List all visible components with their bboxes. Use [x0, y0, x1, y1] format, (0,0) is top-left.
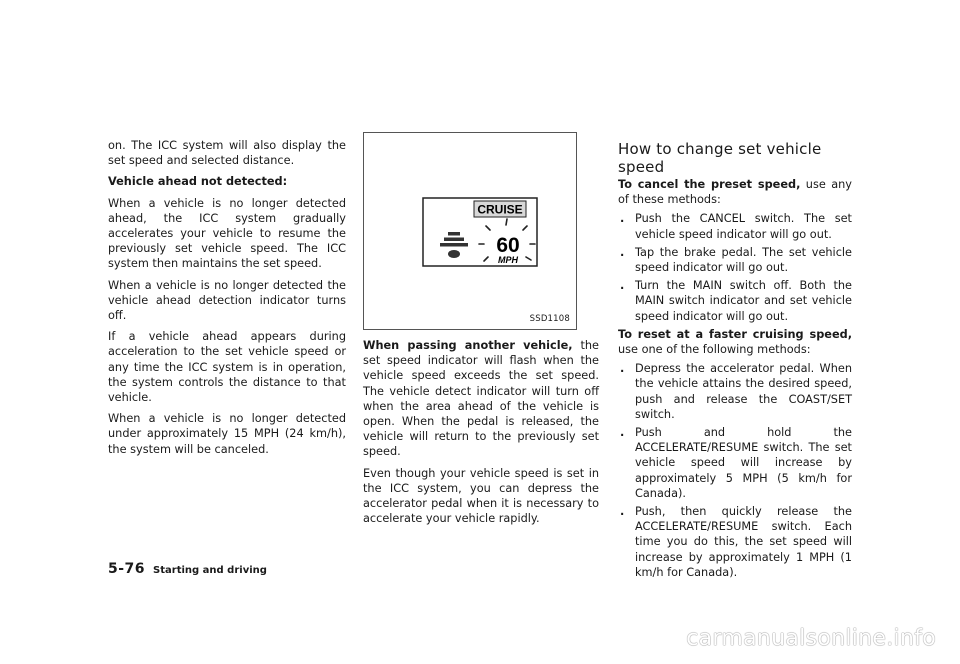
- set-speed-value: 60: [496, 234, 520, 257]
- page-number: 5-76: [108, 561, 146, 577]
- lead-in: When passing another vehicle,: [363, 339, 573, 352]
- cruise-display-illustration: [364, 133, 576, 329]
- figure-box: [363, 132, 577, 330]
- paragraph: [363, 338, 599, 460]
- paragraph: Even though your vehicle speed is set in the ICC system, you can depress the accelerator pedal when it is necessary to accelerate your vehicle rapidly.: [363, 466, 599, 526]
- cruise-label: CRUISE: [477, 202, 523, 217]
- reset-methods-list: [618, 361, 852, 580]
- lead-in: To reset at a faster cruising speed,: [618, 327, 852, 341]
- cancel-methods-list: [618, 211, 852, 323]
- paragraph: When a vehicle is no longer detected the vehicle ahead detection indicator turns off.: [108, 278, 346, 323]
- lead-in: To cancel the preset speed,: [618, 178, 801, 191]
- list-item: . Turn the MAIN switch off. Both the MAIN switch indicator and set vehicle speed indicator will go out.: [620, 279, 852, 323]
- list-item: . Push and hold the ACCELERATE/RESUME switch. The set vehicle speed will increase by approximately 5 MPH (5 km/h for Canada).: [620, 426, 852, 500]
- section-name: Starting and driving: [153, 565, 267, 576]
- right-column: [618, 140, 852, 580]
- page-footer: [108, 558, 267, 577]
- bullet: .: [620, 279, 625, 293]
- paragraph: If a vehicle ahead appears during acceleration to the set vehicle speed or any time the ICC system is in operation, the system controls the distance to that vehicle.: [108, 330, 346, 405]
- bullet: .: [620, 245, 625, 259]
- list-item: . Tap the brake pedal. The set vehicle speed indicator will go out.: [620, 245, 852, 275]
- paragraph: on. The ICC system will also display the set speed and selected distance.: [108, 139, 346, 168]
- bullet: .: [620, 505, 625, 519]
- list-item: . Depress the accelerator pedal. When the vehicle attains the desired speed, push and release the COAST/SET switch.: [620, 362, 852, 421]
- left-column: [108, 138, 346, 457]
- paragraph: When a vehicle is no longer detected ahead, the ICC system gradually accelerates your vehicle to resume the previously set vehicle speed. The ICC system then maintains the set speed.: [108, 196, 346, 271]
- section-heading: How to change set vehicle speed: [618, 140, 822, 176]
- subheading: Vehicle ahead not detected:: [108, 175, 288, 189]
- list-item: . Push, then quickly release the ACCELERATE/RESUME switch. Each time you do this, the set speed will increase by approximately 1 MPH (1 km/h for Canada).: [620, 505, 852, 579]
- paragraph-text: use any of these methods:: [618, 178, 852, 207]
- paragraph: [618, 177, 852, 207]
- paragraph-text: the set speed indicator will flash when the vehicle speed exceeds the set speed. The vehicle detect indicator will turn off when the area ahead of the vehicle is open. When the pedal is released, the vehicle will return to the previously set speed.: [363, 339, 599, 459]
- bullet: .: [620, 362, 625, 376]
- watermark: carmanualsonline.info: [686, 626, 936, 651]
- figure-code: SSD1108: [529, 314, 570, 324]
- list-item: . Push the CANCEL switch. The set vehicle speed indicator will go out.: [620, 212, 852, 241]
- middle-column: [363, 338, 599, 526]
- bullet: .: [620, 426, 625, 440]
- paragraph: When a vehicle is no longer detected under approximately 15 MPH (24 km/h), the system will be canceled.: [108, 412, 346, 456]
- speed-unit: MPH: [498, 255, 518, 265]
- paragraph: [618, 327, 852, 357]
- bullet: .: [620, 212, 625, 226]
- paragraph-text: use one of the following methods:: [618, 343, 811, 357]
